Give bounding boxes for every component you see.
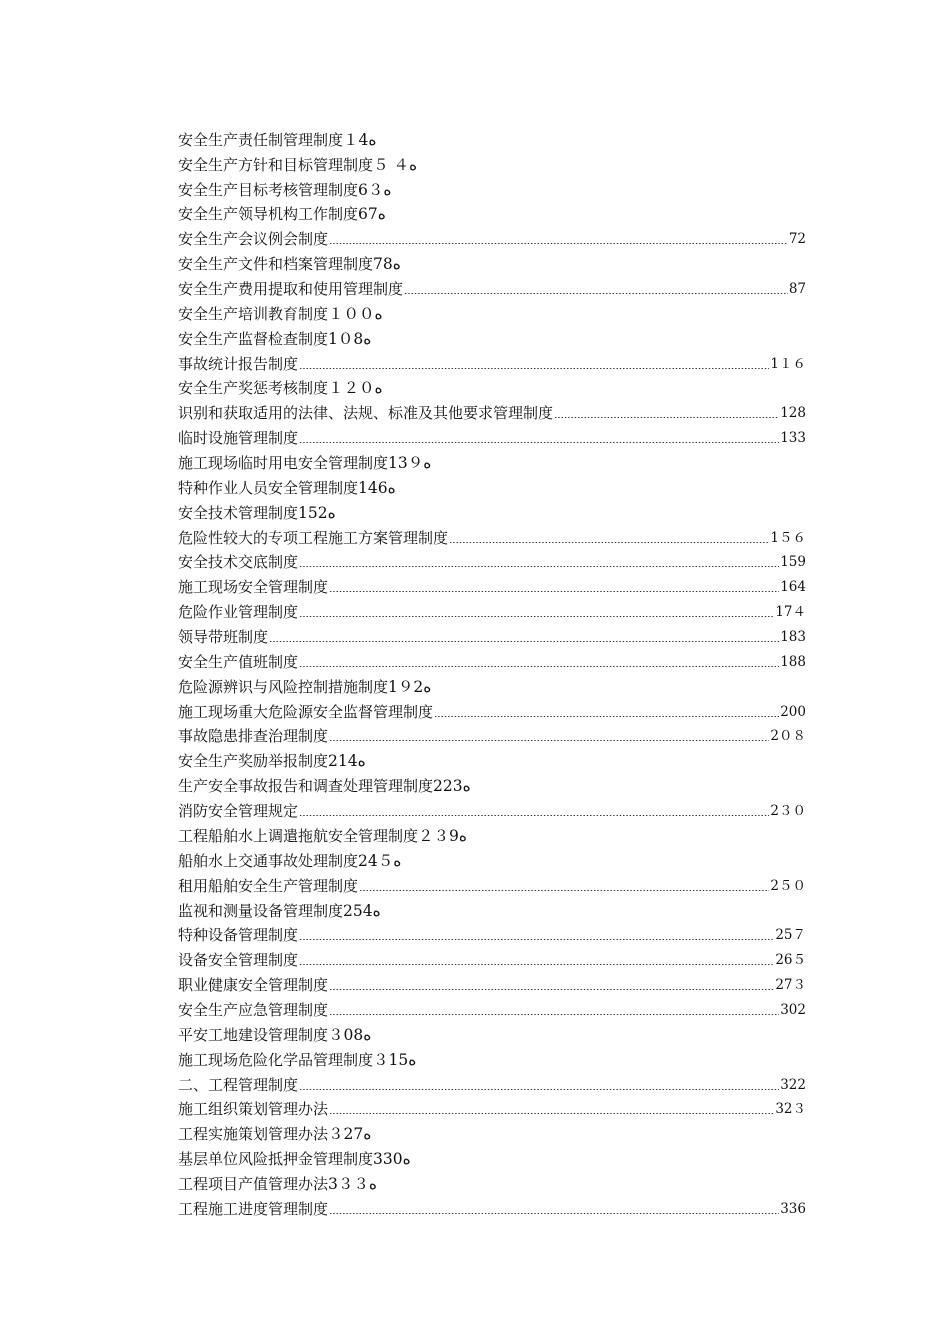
toc-entry-title: 安全生产值班制度 bbox=[178, 652, 299, 671]
toc-entry-title: 安全生产责任制管理制度 bbox=[178, 130, 344, 149]
paragraph-mark: ه bbox=[462, 777, 471, 796]
toc-entry-page: 24５ bbox=[358, 851, 394, 870]
toc-entry[interactable] bbox=[178, 696, 806, 721]
toc-entry-page: １２０ bbox=[328, 379, 375, 398]
toc-entry-title: 安全技术交底制度 bbox=[178, 553, 299, 572]
toc-entry-title: 识别和获取适用的法律、法规、标准及其他要求管理制度 bbox=[178, 404, 554, 423]
toc-entry-page: １4 bbox=[343, 130, 369, 149]
paragraph-mark: ه bbox=[408, 1050, 417, 1069]
toc-entry-title: 危险作业管理制度 bbox=[178, 603, 299, 622]
toc-entry-page: 302 bbox=[780, 1001, 806, 1018]
toc-entry-page: ３08 bbox=[328, 1025, 364, 1044]
toc-entry-page: 1０8 bbox=[328, 329, 364, 348]
toc-entry[interactable] bbox=[178, 621, 806, 646]
toc-entry-page: 72 bbox=[788, 231, 806, 248]
paragraph-mark: ه bbox=[327, 503, 336, 522]
paragraph-mark: ه bbox=[374, 379, 383, 398]
dot-leader bbox=[329, 243, 788, 244]
paragraph-mark: ه bbox=[423, 454, 432, 473]
toc-entry-page: 2５０ bbox=[770, 877, 806, 894]
toc-entry-page: 67 bbox=[358, 205, 378, 224]
toc-entry[interactable] bbox=[178, 820, 806, 845]
toc-entry-title: 工程施工进度管理制度 bbox=[178, 1199, 329, 1218]
toc-entry[interactable] bbox=[178, 124, 806, 149]
toc-entry-title: 安全生产方针和目标管理制度 bbox=[178, 155, 374, 174]
toc-entry-page: １００ bbox=[328, 304, 375, 323]
dot-leader bbox=[404, 293, 788, 294]
toc-entry-page: 87 bbox=[788, 281, 806, 298]
toc-entry-title: 安全生产奖励举报制度 bbox=[178, 752, 329, 771]
toc-entry-page: 13９ bbox=[388, 454, 424, 473]
toc-entry[interactable] bbox=[178, 721, 806, 746]
toc-entry[interactable] bbox=[178, 1168, 806, 1193]
toc-entry[interactable] bbox=[178, 348, 806, 373]
toc-entry-page: 26５ bbox=[775, 952, 806, 969]
toc-entry-title: 职业健康安全管理制度 bbox=[178, 976, 329, 995]
toc-entry[interactable] bbox=[178, 1118, 806, 1143]
toc-entry[interactable] bbox=[178, 497, 806, 522]
toc-entry-title: 施工现场临时用电安全管理制度 bbox=[178, 454, 389, 473]
paragraph-mark: ه bbox=[423, 677, 432, 696]
toc-entry-title: 平安工地建设管理制度 bbox=[178, 1025, 329, 1044]
toc-entry[interactable] bbox=[178, 223, 806, 248]
paragraph-mark: ه bbox=[363, 329, 372, 348]
toc-entry-page: 25７ bbox=[775, 927, 806, 944]
toc-entry[interactable] bbox=[178, 323, 806, 348]
dot-leader bbox=[359, 890, 769, 891]
dot-leader bbox=[299, 616, 774, 617]
toc-entry[interactable] bbox=[178, 248, 806, 273]
toc-entry[interactable] bbox=[178, 1044, 806, 1069]
toc-entry-page: 32３ bbox=[775, 1101, 806, 1118]
dot-leader bbox=[269, 641, 779, 642]
toc-entry-page: 17４ bbox=[775, 604, 806, 621]
toc-entry[interactable] bbox=[178, 373, 806, 398]
toc-entry-page: ３27 bbox=[328, 1125, 364, 1144]
paragraph-mark: ه bbox=[363, 1025, 372, 1044]
toc-entry-page: 188 bbox=[780, 653, 806, 670]
dot-leader bbox=[554, 417, 779, 418]
dot-leader bbox=[449, 542, 769, 543]
toc-entry[interactable] bbox=[178, 397, 806, 422]
toc-entry-page: 322 bbox=[780, 1076, 806, 1093]
toc-entry-title: 特种作业人员安全管理制度 bbox=[178, 478, 359, 497]
paragraph-mark: ه bbox=[383, 180, 392, 199]
toc-entry-title: 监视和测量设备管理制度 bbox=[178, 901, 344, 920]
toc-entry[interactable] bbox=[178, 522, 806, 547]
dot-leader bbox=[434, 716, 779, 717]
paragraph-mark: ه bbox=[387, 478, 396, 497]
toc-entry-page: 27３ bbox=[775, 977, 806, 994]
toc-entry-page: 152 bbox=[298, 503, 328, 522]
dot-leader bbox=[299, 666, 779, 667]
paragraph-mark: ه bbox=[374, 304, 383, 323]
toc-entry-title: 事故统计报告制度 bbox=[178, 354, 299, 373]
toc-entry-page: 183 bbox=[780, 629, 806, 646]
dot-leader bbox=[329, 989, 774, 990]
paragraph-mark: ه bbox=[368, 1174, 378, 1193]
toc-entry[interactable] bbox=[178, 447, 806, 472]
toc-entry[interactable] bbox=[178, 149, 806, 174]
dot-leader bbox=[299, 442, 779, 443]
dot-leader bbox=[299, 566, 779, 567]
toc-entry-title: 施工现场安全管理制度 bbox=[178, 578, 329, 597]
toc-entry-page: 159 bbox=[780, 554, 806, 571]
toc-entry[interactable] bbox=[178, 199, 806, 224]
toc-entry-page: 3３３ bbox=[328, 1174, 369, 1193]
toc-entry[interactable] bbox=[178, 1143, 806, 1168]
toc-entry-title: 安全生产会议例会制度 bbox=[178, 230, 329, 249]
toc-entry-title: 安全生产费用提取和使用管理制度 bbox=[178, 280, 404, 299]
toc-entry-page: 6３ bbox=[358, 180, 384, 199]
toc-entry[interactable] bbox=[178, 870, 806, 895]
toc-entry-page: 164 bbox=[780, 579, 806, 596]
toc-entry[interactable] bbox=[178, 174, 806, 199]
toc-entry-title: 危险性较大的专项工程施工方案管理制度 bbox=[178, 528, 449, 547]
toc-entry-title: 特种设备管理制度 bbox=[178, 926, 299, 945]
toc-entry-page: 336 bbox=[780, 1200, 806, 1217]
toc-entry-title: 安全生产领导机构工作制度 bbox=[178, 205, 359, 224]
toc-entry-page: 330 bbox=[373, 1150, 403, 1169]
toc-entry-page: 223 bbox=[433, 777, 463, 796]
toc-entry-page: 1９2 bbox=[388, 677, 424, 696]
toc-entry-title: 设备安全管理制度 bbox=[178, 951, 299, 970]
toc-entry-page: ２３9 bbox=[418, 826, 459, 845]
paragraph-mark: ه bbox=[458, 826, 468, 845]
toc-entry[interactable] bbox=[178, 646, 806, 671]
toc-entry-title: 施工组织策划管理办法 bbox=[178, 1100, 329, 1119]
toc-entry-title: 安全生产监督检查制度 bbox=[178, 329, 329, 348]
toc-entry[interactable] bbox=[178, 895, 806, 920]
paragraph-mark: ه bbox=[368, 130, 377, 149]
toc-entry[interactable] bbox=[178, 920, 806, 945]
toc-entry-title: 消防安全管理规定 bbox=[178, 802, 299, 821]
dot-leader bbox=[299, 964, 774, 965]
toc-entry-title: 危险源辨识与风险控制措施制度 bbox=[178, 677, 389, 696]
toc-entry-title: 施工现场重大危险源安全监督管理制度 bbox=[178, 702, 434, 721]
toc-entry-title: 领导带班制度 bbox=[178, 628, 269, 647]
toc-entry[interactable] bbox=[178, 1069, 806, 1094]
table-of-contents bbox=[178, 124, 806, 1218]
toc-entry-title: 工程船舶水上调遣拖航安全管理制度 bbox=[178, 826, 419, 845]
toc-entry[interactable] bbox=[178, 422, 806, 447]
toc-entry[interactable] bbox=[178, 1193, 806, 1218]
toc-entry-title: 安全生产文件和档案管理制度 bbox=[178, 255, 374, 274]
toc-entry-title: 生产安全事故报告和调查处理管理制度 bbox=[178, 777, 434, 796]
dot-leader bbox=[299, 368, 769, 369]
toc-entry[interactable] bbox=[178, 1094, 806, 1119]
toc-entry-title: 事故隐患排查治理制度 bbox=[178, 727, 329, 746]
dot-leader bbox=[329, 1014, 779, 1015]
toc-entry-page: 78 bbox=[373, 255, 393, 274]
toc-entry-page: 2３０ bbox=[770, 803, 806, 820]
toc-entry-title: 安全生产奖惩考核制度 bbox=[178, 379, 329, 398]
toc-entry[interactable] bbox=[178, 596, 806, 621]
toc-entry-title: 临时设施管理制度 bbox=[178, 429, 299, 448]
toc-entry-page: 133 bbox=[780, 430, 806, 447]
toc-entry[interactable] bbox=[178, 770, 806, 795]
toc-entry[interactable] bbox=[178, 273, 806, 298]
paragraph-mark: ه bbox=[357, 752, 366, 771]
toc-entry[interactable] bbox=[178, 571, 806, 596]
dot-leader bbox=[299, 815, 769, 816]
toc-entry[interactable] bbox=[178, 795, 806, 820]
toc-entry[interactable] bbox=[178, 745, 806, 770]
toc-entry[interactable] bbox=[178, 298, 806, 323]
toc-entry-page: 200 bbox=[780, 703, 806, 720]
toc-entry[interactable] bbox=[178, 1019, 806, 1044]
toc-entry-title: 施工现场危险化学品管理制度 bbox=[178, 1050, 374, 1069]
toc-entry-title: 工程实施策划管理办法 bbox=[178, 1125, 329, 1144]
toc-entry-title: 安全技术管理制度 bbox=[178, 503, 299, 522]
toc-entry[interactable] bbox=[178, 994, 806, 1019]
dot-leader bbox=[329, 1113, 774, 1114]
toc-entry-page: 1５６ bbox=[770, 529, 806, 546]
toc-entry-title: 基层单位风险抵押金管理制度 bbox=[178, 1150, 374, 1169]
toc-entry-page: 1１６ bbox=[770, 355, 806, 372]
toc-entry-title: 安全生产目标考核管理制度 bbox=[178, 180, 359, 199]
toc-entry-title: 安全生产培训教育制度 bbox=[178, 304, 329, 323]
dot-leader bbox=[329, 591, 779, 592]
paragraph-mark: ه bbox=[408, 155, 418, 174]
dot-leader bbox=[299, 1089, 779, 1090]
toc-entry-title: 船舶水上交通事故处理制度 bbox=[178, 851, 359, 870]
toc-entry-page: 128 bbox=[780, 405, 806, 422]
toc-entry[interactable] bbox=[178, 472, 806, 497]
toc-entry-page: 214 bbox=[328, 752, 358, 771]
toc-entry[interactable] bbox=[178, 671, 806, 696]
toc-entry-title: 租用船舶安全生产管理制度 bbox=[178, 876, 359, 895]
paragraph-mark: ه bbox=[372, 901, 381, 920]
toc-entry-page: 254 bbox=[343, 901, 373, 920]
toc-entry-title: 安全生产应急管理制度 bbox=[178, 1000, 329, 1019]
toc-entry[interactable] bbox=[178, 944, 806, 969]
toc-entry[interactable] bbox=[178, 547, 806, 572]
paragraph-mark: ه bbox=[402, 1150, 411, 1169]
paragraph-mark: ه bbox=[393, 851, 402, 870]
toc-entry[interactable] bbox=[178, 845, 806, 870]
toc-entry-page: 2０８ bbox=[770, 728, 806, 745]
toc-entry-title: 二、工程管理制度 bbox=[178, 1075, 299, 1094]
dot-leader bbox=[329, 1213, 779, 1214]
dot-leader bbox=[299, 939, 774, 940]
toc-entry[interactable] bbox=[178, 969, 806, 994]
toc-entry-page: ５ ４ bbox=[373, 155, 409, 174]
dot-leader bbox=[329, 740, 769, 741]
paragraph-mark: ه bbox=[392, 255, 401, 274]
toc-entry-page: 146 bbox=[358, 478, 388, 497]
toc-entry-title: 工程项目产值管理办法 bbox=[178, 1174, 329, 1193]
paragraph-mark: ه bbox=[377, 205, 386, 224]
toc-entry-page: ３15 bbox=[373, 1050, 409, 1069]
paragraph-mark: ه bbox=[363, 1125, 372, 1144]
